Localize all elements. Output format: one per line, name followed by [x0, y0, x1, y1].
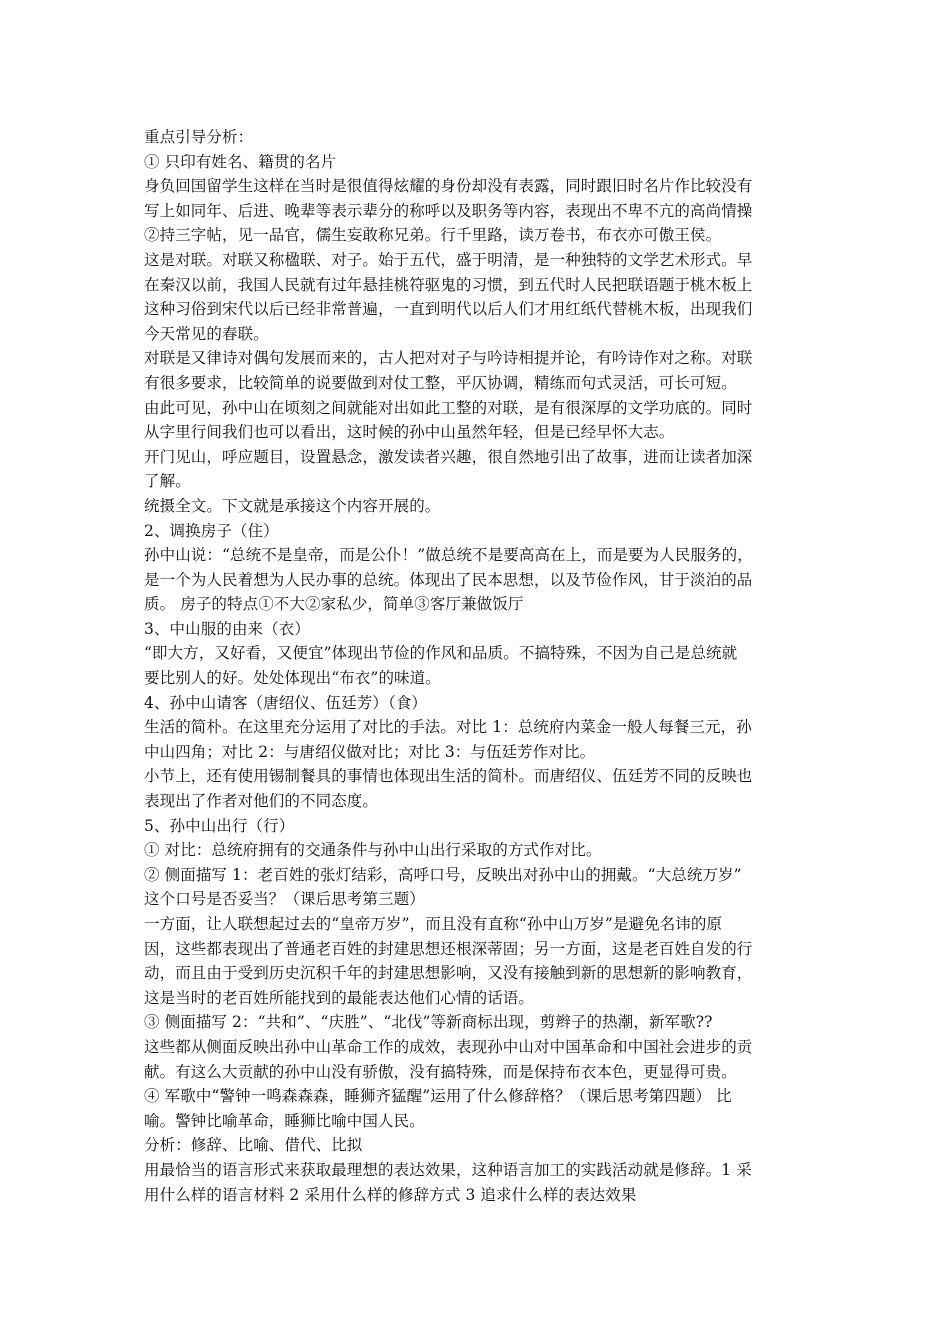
text-line: ③ 侧面描写 2：“共和”、“庆胜”、“北伐”等新商标出现，剪辫子的热潮，新军歌??: [144, 1013, 713, 1032]
text-line: 喻。警钟比喻革命，睡狮比喻中国人民。: [144, 1111, 425, 1130]
text-line: ② 侧面描写 1：老百姓的张灯结彩，高呼口号，反映出对孙中山的拥戴。“大总统万岁”: [144, 865, 742, 884]
text-line: 4、孙中山请客（唐绍仪、伍廷芳）（食）: [144, 693, 428, 712]
text-line: 对联是又律诗对偶句发展而来的，古人把对对子与吟诗相提并论，有吟诗作对之称。对联: [144, 349, 753, 368]
text-line: 身负回国留学生这样在当时是很值得炫耀的身份却没有表露，同时跟旧时名片作比较没有: [144, 177, 753, 196]
text-line: 生活的简朴。在这里充分运用了对比的手法。对比 1：总统府内菜金一般人每餐三元，孙: [144, 718, 752, 737]
text-line: 是一个为人民着想为人民办事的总统。体现出了民本思想，以及节俭作风，甘于淡泊的品: [144, 570, 753, 589]
text-line: 这是对联。对联又称楹联、对子。始于五代，盛于明清，是一种独特的文学艺术形式。早: [144, 250, 753, 269]
text-line: 要比别人的好。处处体现出“布衣”的味道。: [144, 669, 441, 688]
text-line: 由此可见，孙中山在顷刻之间就能对出如此工整的对联，是有很深厚的文学功底的。同时: [144, 398, 753, 417]
text-line: 献。有这么大贡献的孙中山没有骄傲，没有搞特殊，而是保持布衣本色，更显得可贵。: [144, 1062, 737, 1081]
text-line: 用什么样的语言材料 2 采用什么样的修辞方式 3 追求什么样的表达效果: [144, 1185, 637, 1204]
text-line: 开门见山，呼应题目，设置悬念，激发读者兴趣，很自然地引出了故事，进而让读者加深: [144, 447, 753, 466]
text-line: 这个口号是否妥当？（课后思考第三题）: [144, 890, 425, 909]
text-line: 中山四角；对比 2：与唐绍仪做对比；对比 3：与伍廷芳作对比。: [144, 742, 596, 761]
text-line: ① 对比：总统府拥有的交通条件与孙中山出行采取的方式作对比。: [144, 841, 602, 860]
text-line: 分析：修辞、比喻、借代、比拟: [144, 1136, 363, 1155]
text-line: 这是当时的老百姓所能找到的最能表达他们心情的话语。: [144, 988, 535, 1007]
text-line: 孙中山说：“总统不是皇帝，而是公仆！”做总统不是要高高在上，而是要为人民服务的，: [144, 546, 753, 565]
text-line: 在秦汉以前，我国人民就有过年悬挂桃符驱鬼的习惯，到五代时人民把联语题于桃木板上: [144, 275, 753, 294]
text-line: ④ 军歌中“警钟一鸣森森森，睡狮齐猛醒”运用了什么修辞格？（课后思考第四题） 比: [144, 1087, 732, 1106]
text-line: 有很多要求，比较简单的说要做到对仗工整，平仄协调，精练而句式灵活，可长可短。: [144, 373, 737, 392]
text-line: 3、中山服的由来（衣）: [144, 619, 310, 638]
text-line: 5、孙中山出行（行）: [144, 816, 295, 835]
text-line: 这些都从侧面反映出孙中山革命工作的成效，表现孙中山对中国革命和中国社会进步的贡: [144, 1037, 753, 1056]
text-line: 小节上，还有使用锡制餐具的事情也体现出生活的简朴。而唐绍仪、伍廷芳不同的反映也: [144, 767, 753, 786]
text-line: 写上如同年、后进、晚辈等表示辈分的称呼以及职务等内容，表现出不卑不亢的高尚情操: [144, 201, 753, 220]
text-line: 因，这些都表现出了普通老百姓的封建思想还根深蒂固；另一方面，这是老百姓自发的行: [144, 939, 753, 958]
text-line: 重点引导分析：: [144, 128, 254, 146]
text-line: 质。 房子的特点①不大②家私少，简单③客厅兼做饭厅: [144, 595, 524, 614]
text-line: 今天常见的春联。: [144, 324, 269, 343]
text-line: 用最恰当的语言形式来获取最理想的表达效果，这种语言加工的实践活动就是修辞。1 采: [144, 1160, 752, 1179]
text-line: 动，而且由于受到历史沉积千年的封建思想影响，又没有接触到新的思想新的影响教育，: [144, 964, 753, 983]
text-line: 统摄全文。下文就是承接这个内容开展的。: [144, 496, 441, 515]
text-line: ②持三字帖，见一品官，儒生妄敢称兄弟。行千里路，读万卷书，布衣亦可傲王侯。: [144, 226, 722, 245]
text-line: “即大方，又好看，又便宜”体现出节俭的作风和品质。不搞特殊，不因为自己是总统就: [144, 644, 738, 663]
text-line: 2、调换房子（住）: [144, 521, 279, 540]
document-body: [144, 125, 814, 1207]
text-line: 一方面，让人联想起过去的“皇帝万岁”，而且没有直称“孙中山万岁”是避免名讳的原: [144, 915, 723, 933]
text-line: 了解。: [144, 472, 191, 491]
text-line: 表现出了作者对他们的不同态度。: [144, 792, 379, 811]
text-line: 这种习俗到宋代以后已经非常普遍，一直到明代以后人们才用红纸代替桃木板，出现我们: [144, 300, 753, 319]
text-line: 从字里行间我们也可以看出，这时候的孙中山虽然年轻，但是已经早怀大志。: [144, 423, 675, 442]
text-line: ① 只印有姓名、籍贯的名片: [144, 152, 337, 171]
